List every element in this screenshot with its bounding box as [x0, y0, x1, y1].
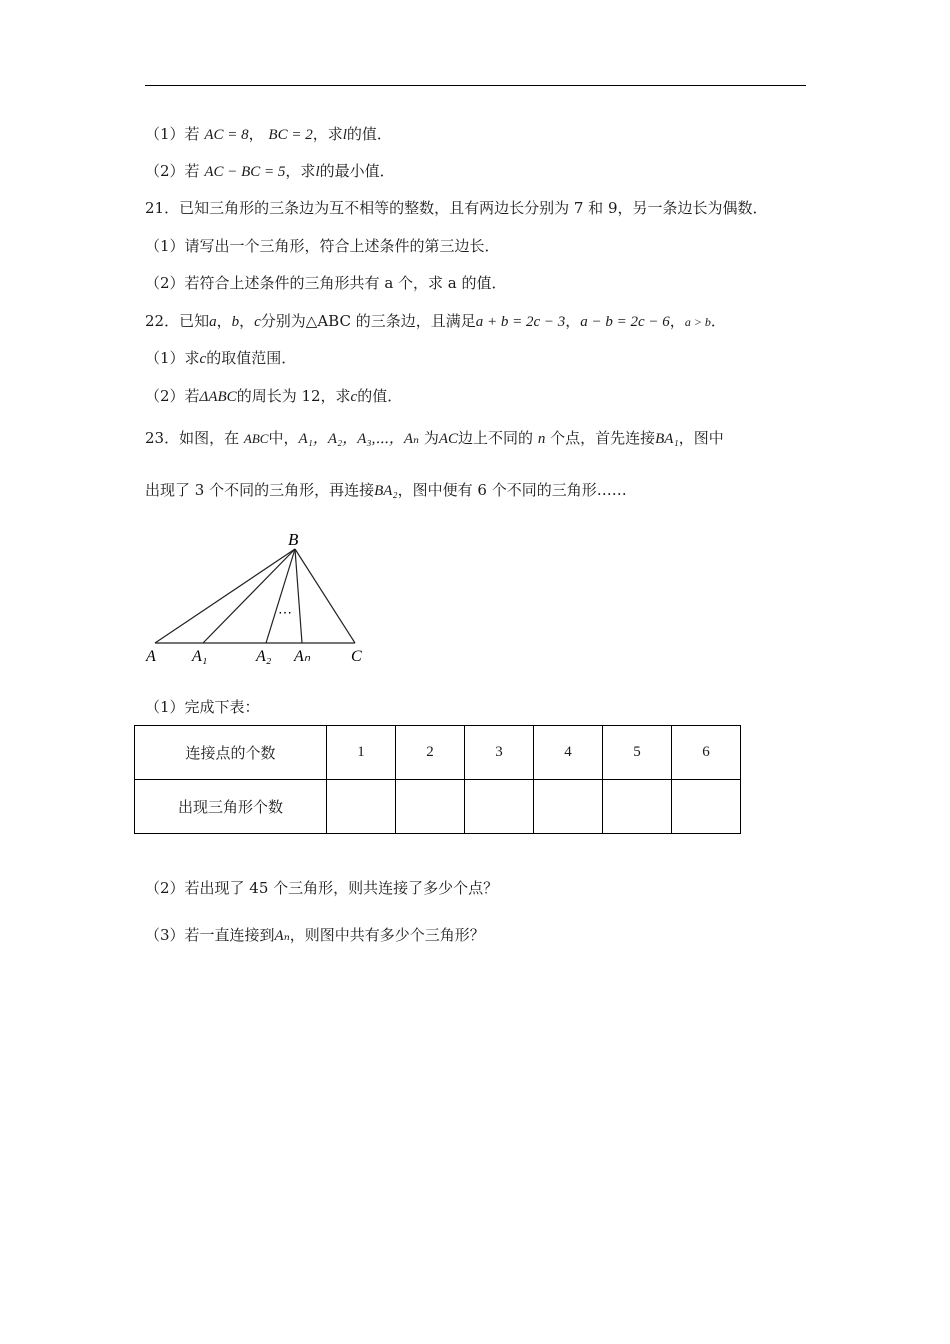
q23-part3-prefix: （3）若一直连接到	[145, 926, 275, 944]
q20-part2-suffix: 的最小值．	[319, 162, 395, 180]
q23-stem-l1-f: ，图中	[678, 429, 724, 447]
q20-part1-suffix: 的值．	[346, 125, 392, 143]
q22-eq2: a − b = 2c − 6	[580, 314, 670, 330]
segment-bc	[295, 549, 355, 643]
segment-ba	[155, 549, 295, 643]
table-header-points: 连接点的个数	[135, 726, 327, 780]
q20-part2	[145, 161, 395, 182]
q22-sep2: ，	[239, 312, 255, 330]
label-dots: ⋯	[278, 606, 292, 621]
q22-part1-prefix: （1）求	[145, 349, 200, 367]
q22-stem-prefix: 22．已知	[145, 312, 210, 330]
q23-stem-l2-a: 出现了 3 个不同的三角形，再连接	[145, 481, 375, 499]
q23-stem-l1-c: 为	[423, 429, 439, 447]
q20-part2-var: l	[315, 164, 320, 180]
header-rule	[145, 85, 806, 86]
q22-var-a: a	[209, 314, 217, 330]
label-c: C	[351, 648, 362, 665]
table-answer-cell[interactable]	[672, 780, 741, 834]
label-a2: A₂	[256, 648, 272, 665]
q20-part1-math-b: BC = 2	[268, 127, 313, 143]
q22-part2	[145, 386, 402, 407]
q23-stem-l1-e: 个点，首先连接	[550, 429, 656, 447]
q21-part1: （1）请写出一个三角形，符合上述条件的第三边长．	[145, 237, 500, 255]
q22-var-c: c	[254, 314, 261, 330]
table-row	[135, 726, 741, 780]
q20-part2-suffix-pre: ，求	[285, 162, 316, 180]
q22-part1-suffix: 的取值范围．	[206, 349, 297, 367]
label-a: A	[146, 648, 156, 665]
table-answer-cell[interactable]	[465, 780, 534, 834]
q20-part2-math: AC − BC = 5	[204, 164, 286, 180]
table-answer-cell[interactable]	[603, 780, 672, 834]
q22-stem	[145, 311, 726, 332]
q20-part1-prefix: （1）若	[145, 125, 200, 143]
table-cell: 6	[672, 726, 741, 780]
q23-stem-line2	[145, 480, 627, 501]
q23-stem-l1-a: 23．如图，在	[145, 429, 240, 447]
q22-part1	[145, 348, 296, 369]
q22-stem-mid: 分别为△ABC 的三条边，且满足	[260, 312, 476, 330]
q23-part3-var: Aₙ	[274, 928, 290, 944]
q22-part2-var: c	[350, 389, 358, 405]
q23-stem-l2-b: ，图中便有 6 个不同的三角形……	[397, 481, 627, 499]
answer-table	[134, 725, 741, 834]
table-cell: 4	[534, 726, 603, 780]
q23-stem-l1-n: n	[537, 431, 546, 447]
q23-stem-l1-b: 中，	[268, 429, 299, 447]
q23-part2: （2）若出现了 45 个三角形，则共连接了多少个点？	[145, 879, 499, 897]
q22-part1-var: c	[199, 351, 207, 367]
table-answer-cell[interactable]	[396, 780, 465, 834]
triangle-figure	[140, 525, 380, 670]
q23-stem-line1	[145, 428, 724, 449]
label-b: B	[288, 530, 299, 549]
segment-ba1	[203, 549, 295, 643]
q23-stem-l1-d: 边上不同的	[458, 429, 534, 447]
q22-eq1: a + b = 2c − 3	[475, 314, 566, 330]
label-a1: A₁	[192, 648, 208, 665]
q22-part2-tri: ΔABC	[199, 389, 237, 405]
q22-var-b: b	[231, 314, 240, 330]
q23-stem-l1-ac: AC	[438, 431, 459, 447]
table-answer-cell[interactable]	[534, 780, 603, 834]
q20-part1-mid: ，	[248, 125, 264, 143]
table-header-triangles: 出现三角形个数	[135, 780, 327, 834]
table-row	[135, 780, 741, 834]
q21-part2: （2）若符合上述条件的三角形共有 a 个，求 a 的值．	[145, 274, 507, 292]
q23-stem-l2-ba2: BA₂	[374, 483, 398, 499]
q23-part3-suffix: ，则图中共有多少个三角形？	[289, 926, 485, 944]
q20-part1-var: l	[342, 127, 347, 143]
q22-part2-prefix: （2）若	[145, 387, 200, 405]
table-cell: 1	[327, 726, 396, 780]
q20-part1-math-a: AC = 8	[204, 127, 249, 143]
segment-ban	[295, 549, 302, 643]
q22-part2-mid: 的周长为 12，求	[236, 387, 351, 405]
q20-part1	[145, 124, 392, 145]
table-answer-cell[interactable]	[327, 780, 396, 834]
q23-stem-l1-tri: ABC	[243, 431, 269, 446]
q23-stem-l1-ba1: BA₁	[655, 431, 679, 447]
q22-eq3: a > b	[684, 315, 711, 329]
q20-part2-prefix: （2）若	[145, 162, 200, 180]
table-cell: 3	[465, 726, 534, 780]
q22-sep3: ，	[565, 312, 581, 330]
q23-stem-l1-points: A₁，A₂，A₃,⋯，Aₙ	[298, 431, 420, 447]
q22-sep1: ，	[216, 312, 232, 330]
q22-end: ．	[710, 312, 726, 330]
q23-part1: （1）完成下表：	[145, 698, 260, 716]
q20-part1-suffix-pre: ，求	[312, 125, 343, 143]
q22-sep4: ，	[669, 312, 685, 330]
table-cell: 2	[396, 726, 465, 780]
q22-part2-suffix: 的值．	[357, 387, 403, 405]
q23-part3	[145, 925, 485, 946]
label-an: Aₙ	[294, 648, 311, 665]
table-cell: 5	[603, 726, 672, 780]
q21-stem: 21．已知三角形的三条边为互不相等的整数，且有两边长分别为 7 和 9，另一条边长为偶数．	[145, 199, 768, 217]
